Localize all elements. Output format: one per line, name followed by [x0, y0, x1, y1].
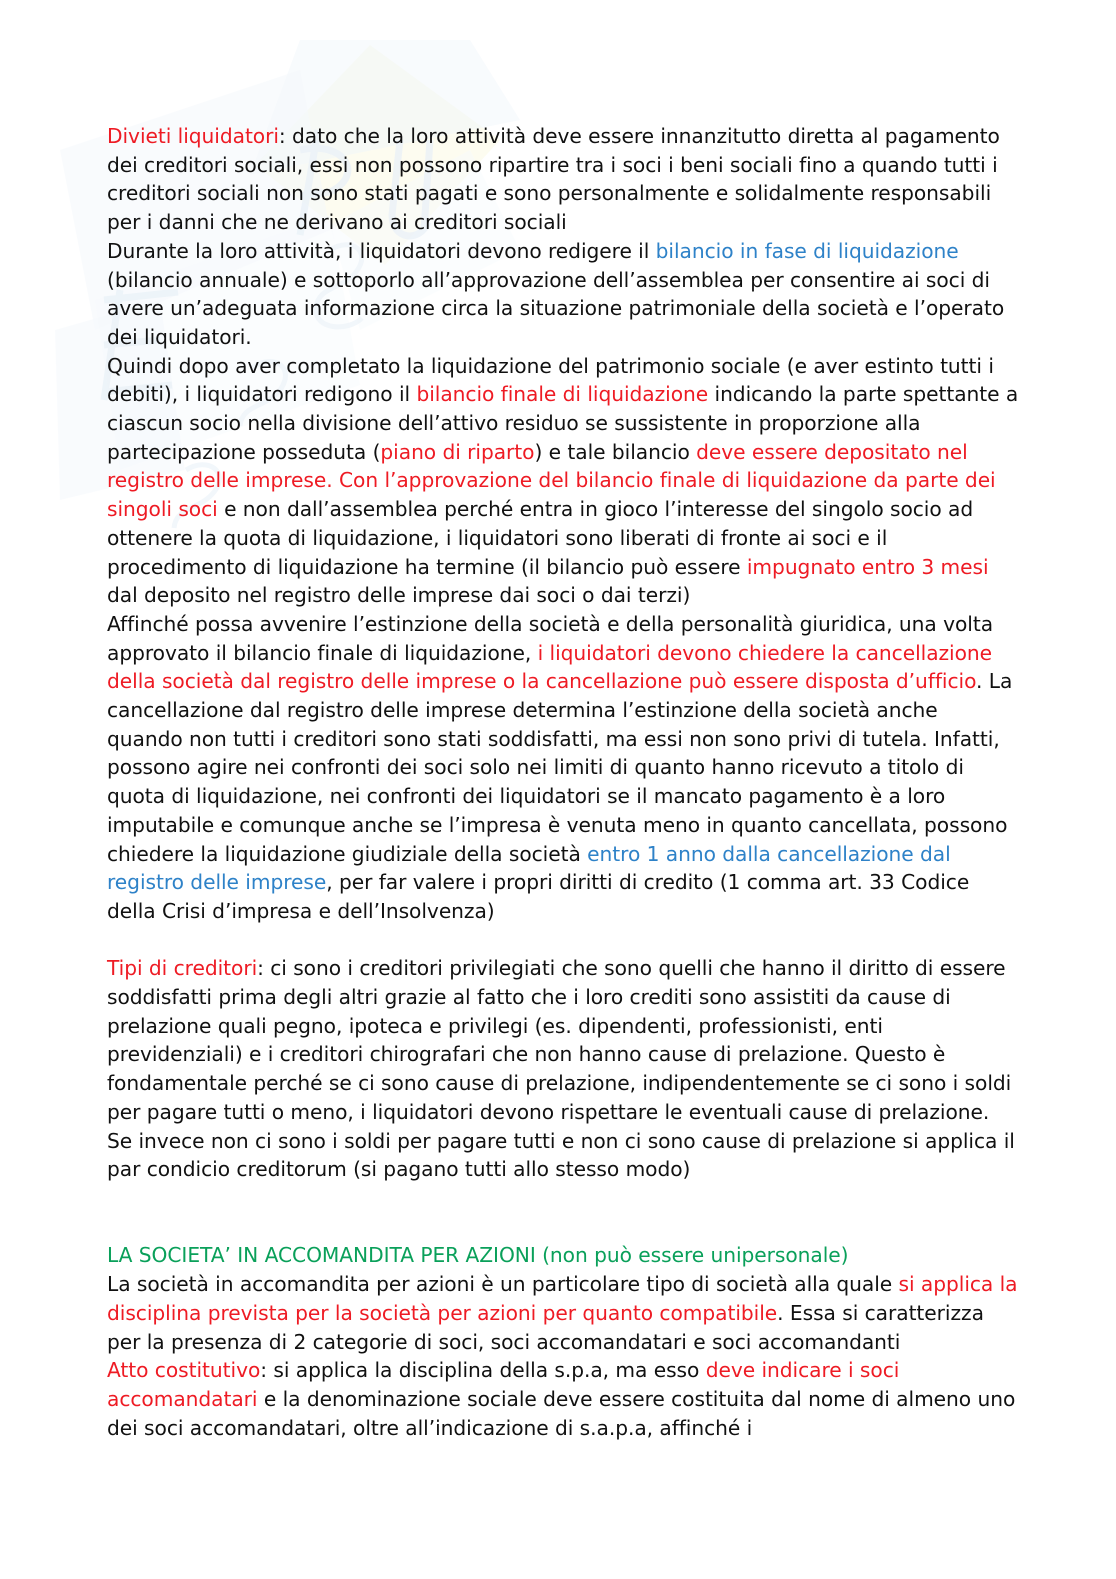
paragraph-gap-2 [107, 1184, 1019, 1241]
text-categorie-di-soci: . Essa si caratterizza per la presenza di 2 categorie di soci, soci accomandatari e soci accomandanti [107, 1300, 984, 1354]
text-divieti-body: : dato che la loro attività deve essere innanzitutto diretta al pagamento dei creditori sociali, essi non possono ripartire tra i soci i beni sociali fino a quando tutti i creditori sociali non sono stati pagati e sono personalmente e solidalmente responsabili per i danni che ne derivano ai creditori sociali [107, 124, 1000, 235]
paragraph-tipi-di-creditori [107, 954, 1019, 1184]
highlight-deposito-registro-imprese: deve essere depositato nel registro delle imprese. Con l’approvazione del bilancio finale di liquidazione da parte dei singoli soci [107, 439, 996, 522]
highlight-cancellazione-societa: i liquidatori devono chiedere la cancellazione della società dal registro delle imprese o la cancellazione può essere disposta d’ufficio [107, 640, 993, 694]
highlight-piano-di-riparto: piano di riparto [380, 439, 535, 464]
label-tipi-di-creditori: Tipi di creditori [107, 956, 258, 981]
text-denominazione-sociale: e la denominazione sociale deve essere costituita dal nome di almeno uno dei soci accomandatari, oltre all’indicazione di s.a.p.a, affinché i [107, 1386, 1016, 1440]
text-durante-attivita: Durante la loro attività, i liquidatori devono redigere il [107, 238, 656, 263]
text-quindi-dopo: Quindi dopo aver completato la liquidazione del patrimonio sociale (e aver estinto tutti i debiti), i liquidatori redigono il [107, 353, 994, 407]
highlight-bilancio-finale-di-liquidazione: bilancio finale di liquidazione [416, 382, 709, 407]
text-indicando-parte: indicando la parte spettante a ciascun socio nella divisione dell’attivo residuo se sussistente in proporzione alla partecipazione posseduta ( [107, 382, 1019, 464]
paragraph-gap-1 [107, 926, 1019, 955]
text-atto-costitutivo-body: : si applica la disciplina della s.p.a, ma esso [260, 1358, 706, 1383]
text-cancellazione-effetti: . La cancellazione dal registro delle imprese determina l’estinzione della società anche quando non tutti i creditori sono stati soddisfatti, ma essi non sono privi di tutela. Infatti, possono agire nei confronti dei soci solo nei limiti di quanto hanno ricevuto a titolo di quota di liquidazione, nei confronti dei liquidatori se il mancato pagamento è a loro imputabile e comunque anche se l’impresa è venuta meno in quanto cancellata, possono chiedere la liquidazione giudiziale della società [107, 669, 1013, 866]
label-divieti-liquidatori: Divieti liquidatori [107, 124, 279, 148]
text-tale-bilancio: ) e tale bilancio [534, 439, 697, 464]
highlight-impugnato-entro-3-mesi: impugnato entro 3 mesi [746, 554, 989, 579]
paragraph-societa-accomandita-azioni [107, 1241, 1019, 1442]
text-non-dallassemblea: e non dall’assemblea perché entra in gioco l’interesse del singolo socio ad ottenere la quota di liquidazione, i liquidatori sono liberati di fronte ai soci e il procedimento di liquidazione ha termine (il bilancio può essere [107, 497, 974, 579]
paragraph-divieti-liquidatori [107, 122, 1019, 926]
text-societa-accomandita-intro: La società in accomandita per azioni è un particolare tipo di società alla quale [107, 1272, 899, 1297]
text-diritti-di-credito: , per far valere i propri diritti di credito (1 comma art. 33 Codice della Crisi d’impresa e dell’Insolvenza) [107, 870, 970, 923]
highlight-bilancio-in-fase-di-liquidazione: bilancio in fase di liquidazione [655, 238, 959, 263]
heading-societa-accomandita-per-azioni: LA SOCIETA’ IN ACCOMANDITA PER AZIONI (non può essere unipersonale) [107, 1243, 849, 1268]
text-tipi-creditori-body: : ci sono i creditori privilegiati che sono quelli che hanno il diritto di essere soddisfatti prima degli altri grazie al fatto che i loro crediti sono assistiti da cause di prelazione quali pegno, ipoteca e privilegi (es. dipendenti, professionisti, enti previdenziali) e i creditori chirografari che non hanno cause di prelazione. Questo è fondamentale perché se ci sono cause di prelazione, indipendentemente se ci sono i soldi per pagare tutti o meno, i liquidatori devono rispettare le eventuali cause di prelazione. Se invece non ci sono i soldi per pagare tutti e non ci sono cause di prelazione si applica il par condicio creditorum (si pagano tutti allo stesso modo) [107, 956, 1015, 1182]
document-page [107, 122, 1019, 1442]
text-affinche-estinzione: Affinché possa avvenire l’estinzione della società e della personalità giuridica, una volta approvato il bilancio finale di liquidazione, [107, 611, 994, 665]
highlight-disciplina-societa-per-azioni: si applica la disciplina prevista per la società per azioni per quanto compatibile [107, 1272, 1018, 1325]
highlight-entro-1-anno-cancellazione: entro 1 anno dalla cancellazione dal registro delle imprese [107, 841, 951, 895]
text-bilancio-annuale: (bilancio annuale) e sottoporlo all’approvazione dell’assemblea per consentire ai soci di avere un’adeguata informazione circa la situazione patrimoniale della società e l’operato dei liquidatori. [107, 267, 1005, 349]
label-atto-costitutivo: Atto costitutivo [107, 1358, 261, 1383]
highlight-deve-indicare-soci-accomandatari: deve indicare i soci accomandatari [107, 1358, 900, 1411]
text-deposito-terzi: dal deposito nel registro delle imprese dai soci o dai terzi) [107, 583, 691, 608]
